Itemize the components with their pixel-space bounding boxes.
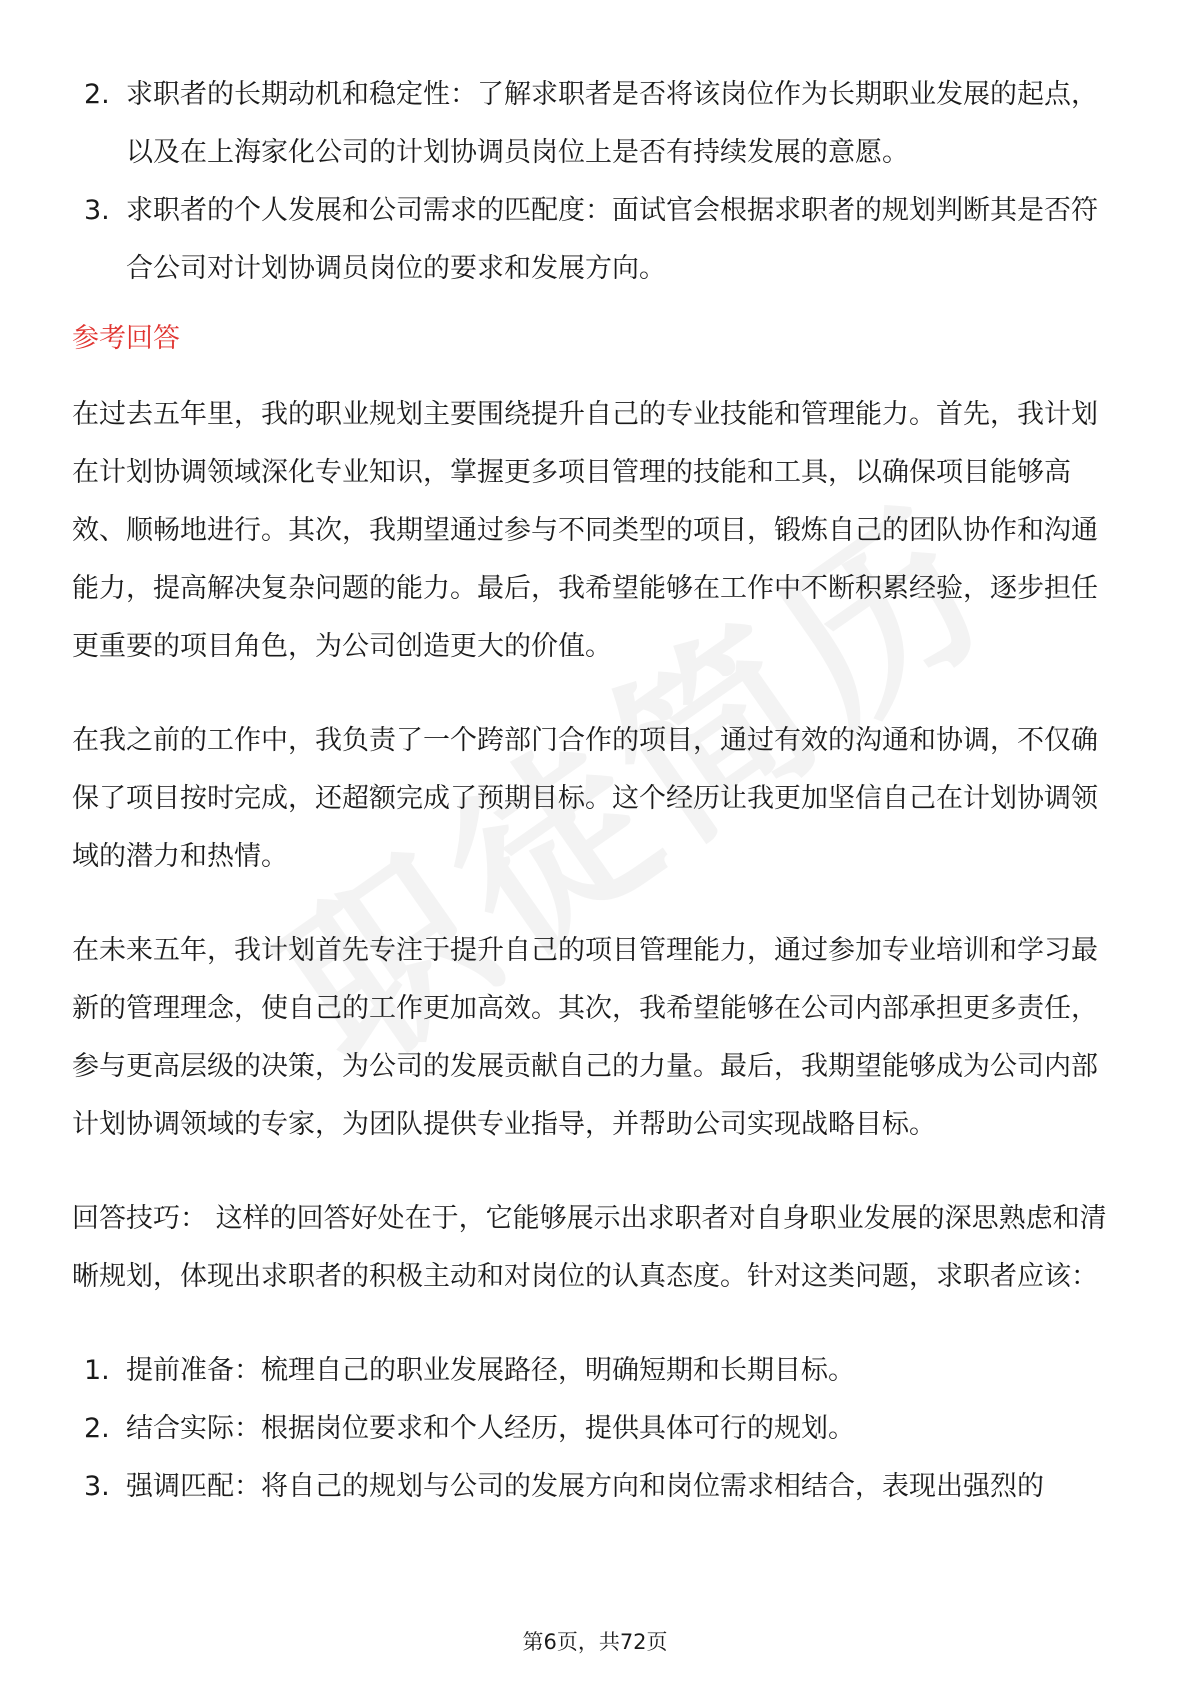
tips-list [72,1342,1118,1516]
list-item [72,1458,1118,1516]
answer-paragraph: 在过去五年里，我的职业规划主要围绕提升自己的专业技能和管理能力。首先，我计划在计划协调领域深化专业知识，掌握更多项目管理的技能和工具，以确保项目能够高效、顺畅地进行。其次，我期望通过参与不同类型的项目，锻炼自己的团队协作和沟通能力，提高解决复杂问题的能力。最后，我希望能够在工作中不断积累经验，逐步担任更重要的项目角色，为公司创造更大的价值。 [72,399,1098,662]
page-content [72,66,1118,1516]
answer-paragraph: 在未来五年，我计划首先专注于提升自己的项目管理能力，通过参加专业培训和学习最新的管理理念，使自己的工作更加高效。其次，我希望能够在公司内部承担更多责任，参与更高层级的决策，为公司的发展贡献自己的力量。最后，我期望能够成为公司内部计划协调领域的专家，为团队提供专业指导，并帮助公司实现战略目标。 [72,935,1098,1140]
answer-paragraph: 在我之前的工作中，我负责了一个跨部门合作的项目，通过有效的沟通和协调，不仅确保了项目按时完成，还超额完成了预期目标。这个经历让我更加坚信自己在计划协调领域的潜力和热情。 [72,725,1098,872]
evaluation-points-list [72,66,1118,298]
answer-tips-paragraph: 回答技巧： 这样的回答好处在于，它能够展示出求职者对自身职业发展的深思熟虑和清晰规划，体现出求职者的积极主动和对岗位的认真态度。针对这类问题，求职者应该： [72,1203,1107,1292]
list-item-text: 求职者的长期动机和稳定性：了解求职者是否将该岗位作为长期职业发展的起点，以及在上海家化公司的计划协调员岗位上是否有持续发展的意愿。 [126,79,1098,168]
list-item-number: 2. [84,79,110,110]
list-item-number: 1. [84,1355,110,1386]
list-item-text: 提前准备：梳理自己的职业发展路径，明确短期和长期目标。 [126,1355,855,1386]
list-item-number: 2. [84,1413,110,1444]
list-item-text: 结合实际：根据岗位要求和个人经历，提供具体可行的规划。 [126,1413,855,1444]
list-item-text: 求职者的个人发展和公司需求的匹配度：面试官会根据求职者的规划判断其是否符合公司对计划协调员岗位的要求和发展方向。 [126,195,1098,284]
page-number-footer: 第6页，共72页 [522,1630,668,1654]
list-item [72,1400,1118,1458]
list-item-text: 强调匹配：将自己的规划与公司的发展方向和岗位需求相结合，表现出强烈的 [126,1471,1044,1502]
list-item [72,66,1118,182]
section-heading: 参考回答 [72,323,180,354]
list-item [72,182,1118,298]
list-item-number: 3. [84,1471,110,1502]
list-item-number: 3. [84,195,110,226]
list-item [72,1342,1118,1400]
